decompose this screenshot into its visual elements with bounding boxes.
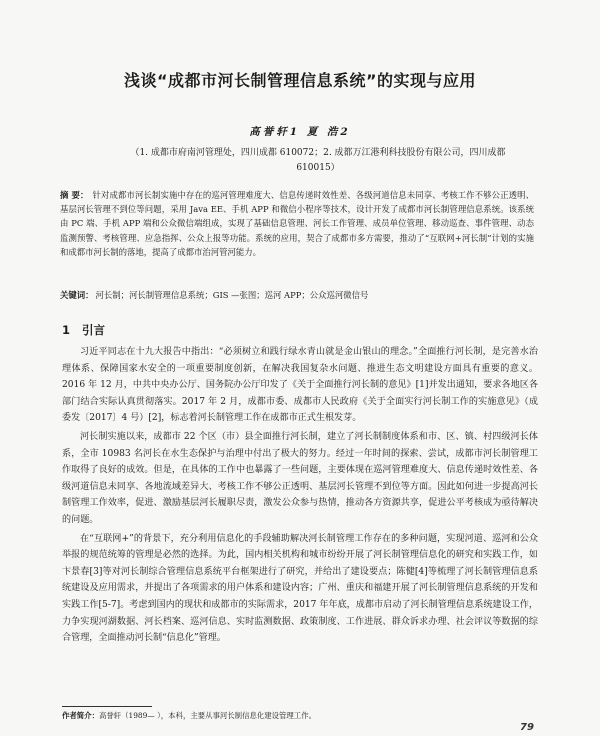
- paragraph-1: 习近平同志在十九大报告中指出：“必须树立和践行绿水青山就是金山银山的理念。”全面推行河长制，是完善水治理体系、保障国家水安全的一项重要制度创新，在解决我国复杂水问题、推进生态文明建设方面具有重要的意义。2016 年 12 月，中共中央办公厅、国务院办公厅印发了《关于全面推行河长制的意见》[1]并发出通知，要求各地区各部门结合实际认真贯彻落实。2017 年 2 月，成都市委、成都市人民政府《关于全面实行河长制工作的实施意见》（成委发〔2017〕4 号）[2]，标志着河长制管理工作在成都市正式生根发芽。: [62, 347, 538, 424]
- paper-title: 浅谈“成都市河长制管理信息系统”的实现与应用: [123, 71, 477, 90]
- keywords-text: 河长制；河长制管理信息系统；GIS —张图；巡河 APP；公众巡河微信号: [95, 290, 369, 300]
- keywords-block: [60, 288, 534, 302]
- author-footnote: [62, 710, 316, 721]
- abstract-block: [60, 188, 534, 259]
- affiliation: （1. 成都市府南河管理处，四川成都 610072；2. 成都万江港利科技股份有限公司，四川成都 610015）: [130, 148, 506, 173]
- paragraph-2: 河长制实施以来，成都市 22 个区（市）县全面推行河长制，建立了河长制制度体系和市、区、镇、村四级河长体系，全市 10983 名河长在水生态保护与治理中付出了极大的努力。经过一年时间的探索、尝试，成都市河长制管理工作取得了良好的成效。但是，在具体的工作中也暴露了一些问题，主要体现在巡河管理难度大、信息传递时效性差、各级河道信息未同享、各地流域差异大、考核工作不够公正透明、基层河长管理不到位等方面。因此如何进一步提高河长制管理工作效率，促进、激励基层河长履职尽责，激发公众参与热情，推动各方资源共享，促进公平考核成为亟待解决的问题。: [62, 431, 538, 525]
- footnote-divider: [62, 706, 152, 707]
- abstract-text: 针对成都市河长制实施中存在的巡河管理难度大、信息传递时效性差、各级河道信息未同享、考核工作不够公正透明、基层河长管理不到位等问题，采用 Java EE、手机 APP 和微信小程序等技术，设计开发了成都市河长制管理信息系统。该系统由 PC 端、手机 APP 端和公众微信端组成，实现了基础信息管理、河长工作管理、成员单位管理、移动巡查、事件管理、动态监测预警、考核管理、应急指挥、公众上报等功能。系统的应用，契合了成都市多方需要，推动了“互联网+河长制”计划的实施和成都市河长制的落地，提高了成都市治河管河能力。: [60, 190, 534, 257]
- footnote-text: 高誉轩（1989— ），本科，主要从事河长制信息化建设管理工作。: [98, 711, 316, 720]
- page-number: 79: [520, 722, 534, 733]
- body-text: [62, 344, 538, 649]
- authors: 高誉轩1 夏 浩2: [249, 126, 351, 138]
- abstract-label: 摘 要：: [60, 190, 89, 200]
- section-title: 引言: [82, 323, 106, 337]
- section-heading: [62, 322, 105, 338]
- keywords-label: 关键词：: [60, 290, 94, 300]
- footnote-label: 作者简介：: [62, 711, 99, 720]
- section-number: 1: [62, 323, 71, 337]
- paragraph-3: 在“互联网+”的背景下，充分利用信息化的手段辅助解决河长制管理工作存在的多种问题，实现河道、巡河和公众举报的规范统筹的管理是必然的选择。为此，国内相关机构和城市纷纷开展了河长制管理信息化的研究和实践工作，如卞景春[3]等对河长制综合管理信息系统平台框架进行了研究，并给出了建设要点；陈健[4]等梳理了河长制管理信息系统建设及应用需求，并提出了各项需求的用户体系和建设内容；广州、重庆和福建开展了河长制管理信息系统的开发和实践工作[5-7]。考虑到国内的现状和成都市的实际需求，2017 年年底，成都市启动了河长制管理信息系统建设工作，力争实现河湖数据、河长档案、巡河信息、实时监测数据、政策制度、工作进展、群众诉求办理、社会评议等数据的综合管理，全面推动河长制“信息化”管理。: [62, 533, 538, 644]
